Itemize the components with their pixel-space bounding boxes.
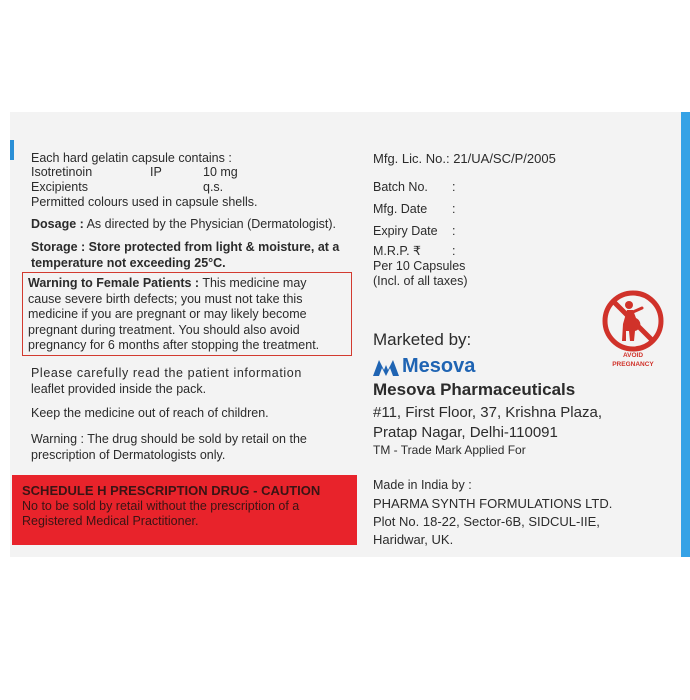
mesova-mark-icon: [373, 358, 399, 376]
blue-edge-left: [10, 140, 14, 160]
marketer-company: Mesova Pharmaceuticals: [373, 380, 576, 399]
mfg-date-colon: :: [452, 202, 456, 216]
ingredient-standard: IP: [150, 165, 162, 179]
manufacturer-address-1: Plot No. 18-22, Sector-6B, SIDCUL-IIE,: [373, 514, 600, 529]
children-note: Keep the medicine out of reach of children.: [31, 406, 269, 420]
excipients-quantity: q.s.: [203, 180, 224, 194]
warning-line-1-rest: This medicine may: [202, 276, 307, 290]
warning-line-4: pregnant during treatment. You should also avoid: [28, 322, 300, 337]
mrp-colon: :: [452, 244, 456, 258]
blue-edge-right: [681, 112, 690, 557]
avoid-pregnancy-icon: [600, 290, 666, 352]
schedule-line-1: No to be sold by retail without the prescription of a: [22, 499, 300, 513]
colours-note: Permitted colours used in capsule shells.: [31, 195, 258, 209]
manufacturer-name: PHARMA SYNTH FORMULATIONS LTD.: [373, 496, 613, 511]
retail-warning-1: Warning : The drug should be sold by retail on the: [31, 432, 307, 446]
warning-line-1: [28, 276, 346, 292]
avoid-text-line-2: PREGNANCY: [612, 361, 654, 368]
mfg-license: Mfg. Lic. No.: 21/UA/SC/P/2005: [373, 151, 556, 166]
composition-heading: Each hard gelatin capsule contains :: [31, 151, 232, 165]
female-warning-box: [22, 272, 352, 356]
marketer-address-2: Pratap Nagar, Delhi-110091: [373, 424, 558, 441]
avoid-pregnancy-badge: [600, 290, 666, 376]
retail-warning-2: prescription of Dermatologists only.: [31, 448, 226, 462]
mrp-label: M.R.P. ₹: [373, 244, 422, 258]
mesova-brand-text: Mesova: [402, 355, 476, 377]
ingredient-name: Isotretinoin: [31, 165, 93, 179]
leaflet-note-1: Please carefully read the patient information: [31, 366, 302, 380]
dosage-line: [31, 217, 336, 232]
expiry-colon: :: [452, 224, 456, 238]
warning-line-3: medicine if you are pregnant or may likely become: [28, 307, 307, 321]
pack-size: Per 10 Capsules: [373, 259, 466, 273]
batch-colon: :: [452, 180, 456, 194]
batch-number-label: Batch No.: [373, 180, 428, 194]
schedule-heading: SCHEDULE H PRESCRIPTION DRUG - CAUTION: [22, 483, 321, 498]
mfg-date-label: Mfg. Date: [373, 202, 428, 216]
ingredient-quantity: 10 mg: [203, 165, 238, 179]
expiry-date-label: Expiry Date: [373, 224, 438, 238]
dosage-label: Dosage :: [31, 217, 84, 231]
tax-note: (Incl. of all taxes): [373, 274, 468, 288]
leaflet-note-2: leaflet provided inside the pack.: [31, 382, 207, 396]
warning-line-2: cause severe birth defects; you must not take this: [28, 291, 303, 306]
marketed-by-label: Marketed by:: [373, 330, 472, 349]
warning-label: Warning to Female Patients :: [28, 276, 200, 290]
trademark-note: TM - Trade Mark Applied For: [373, 443, 526, 457]
excipients-name: Excipients: [31, 180, 88, 194]
made-in-label: Made in India by :: [373, 478, 472, 492]
warning-line-5: pregnancy for 6 months after stopping the treatment.: [28, 338, 320, 352]
schedule-h-caution: [12, 475, 357, 545]
storage-line-2: temperature not exceeding 25°C.: [31, 256, 226, 270]
storage-line-1: Storage : Store protected from light & moisture, at a: [31, 240, 340, 254]
dosage-text: As directed by the Physician (Dermatologist).: [86, 217, 337, 231]
manufacturer-address-2: Haridwar, UK.: [373, 532, 454, 547]
marketer-address-1: #11, First Floor, 37, Krishna Plaza,: [373, 404, 602, 421]
schedule-line-2: Registered Medical Practitioner.: [22, 514, 199, 528]
avoid-text-line-1: AVOID: [622, 352, 644, 359]
